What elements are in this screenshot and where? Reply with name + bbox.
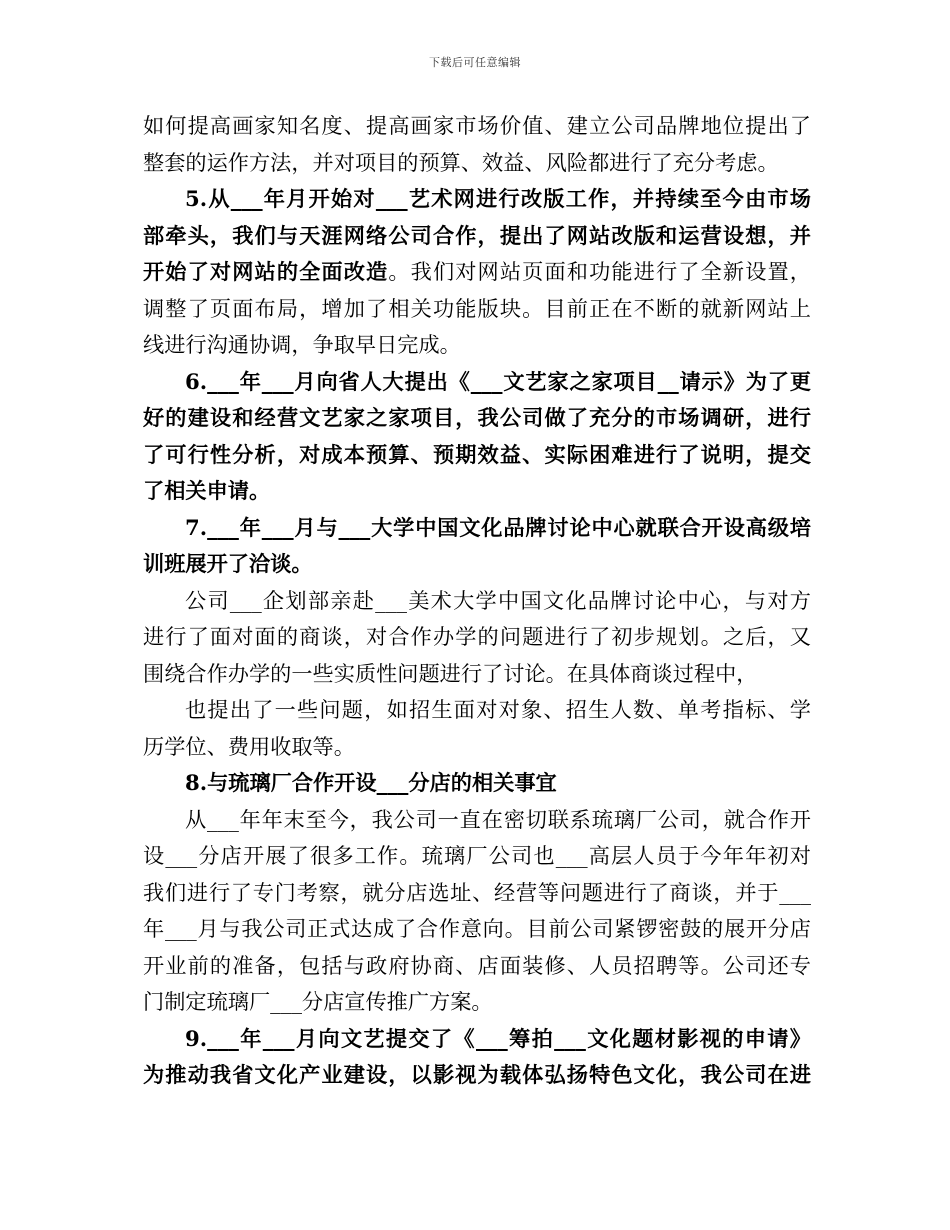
text-line: 进行了面对面的商谈，对合作办学的问题进行了初步规划。之后，又 [143,624,811,649]
page-header: 下载后可任意编辑 [429,56,521,69]
text-line: 好的建设和经营文艺家之家项目，我公司做了充分的市场调研，进行 [143,405,811,430]
text-line: 我们进行了专门考察，就分店选址、经营等问题进行了商谈，并于___ [143,879,811,905]
text-line: 6.___年___月向省人大提出《___文艺家之家项目__请示》为了更 [185,368,811,394]
bold-text: 开始了对网站的全面改造 [143,259,389,284]
text-line: 公司___企划部亲赴___美术大学中国文化品牌讨论中心，与对方 [185,587,811,613]
text-line: 设___分店开展了很多工作。琉璃厂公司也___高层人员于今年年初对 [143,843,811,868]
text-line: 部牵头，我们与天涯网络公司合作，提出了网站改版和运营设想，并 [143,222,811,248]
text-line: 门制定琉璃厂___分店宣传推广方案。 [143,989,493,1014]
text-line: 围绕合作办学的一些实质性问题进行了讨论。在具体商谈过程中， [143,660,758,686]
text-line: 为推动我省文化产业建设，以影视为载体弘扬特色文化，我公司在进 [143,1062,811,1087]
text-line: 如何提高画家知名度、提高画家市场价值、建立公司品牌地位提出了 [143,113,811,138]
text-line: 8.与琉璃厂合作开设___分店的相关事宜 [185,770,557,795]
text-line: 开业前的准备，包括与政府协商、店面装修、人员招聘等。公司还专 [143,952,811,978]
text-line: 9.___年___月向文艺提交了《___筹拍___文化题材影视的申请》 [185,1025,811,1051]
text-line: 从___年年末至今，我公司一直在密切联系琉璃厂公司，就合作开 [185,806,811,832]
text-line: 调整了页面布局，增加了相关功能版块。目前正在不断的就新网站上 [143,295,811,321]
text-line: 整套的运作方法，并对项目的预算、效益、风险都进行了充分考虑。 [143,149,779,175]
text-line: 了相关申请。 [143,478,271,503]
text-line: 5.从___年月开始对___艺术网进行改版工作，并持续至今由市场 [185,186,811,211]
text-line: 线进行沟通协调，争取早日完成。 [143,332,461,357]
text-line: 历学位、费用收取等。 [143,733,355,759]
document-body [143,108,811,1094]
normal-text: 。我们对网站页面和功能进行了全新设置， [388,259,811,284]
text-line: 训班展开了洽谈。 [143,551,313,576]
text-line: 年___月与我公司正式达成了合作意向。目前公司紧锣密鼓的展开分店 [143,916,811,941]
text-line: 了可行性分析，对成本预算、预期效益、实际困难进行了说明，提交 [143,441,811,467]
text-line: 7.___年___月与___大学中国文化品牌讨论中心就联合开设高级培 [185,514,811,540]
text-line [143,254,811,291]
text-line: 也提出了一些问题，如招生面对对象、招生人数、单考指标、学 [185,697,811,722]
